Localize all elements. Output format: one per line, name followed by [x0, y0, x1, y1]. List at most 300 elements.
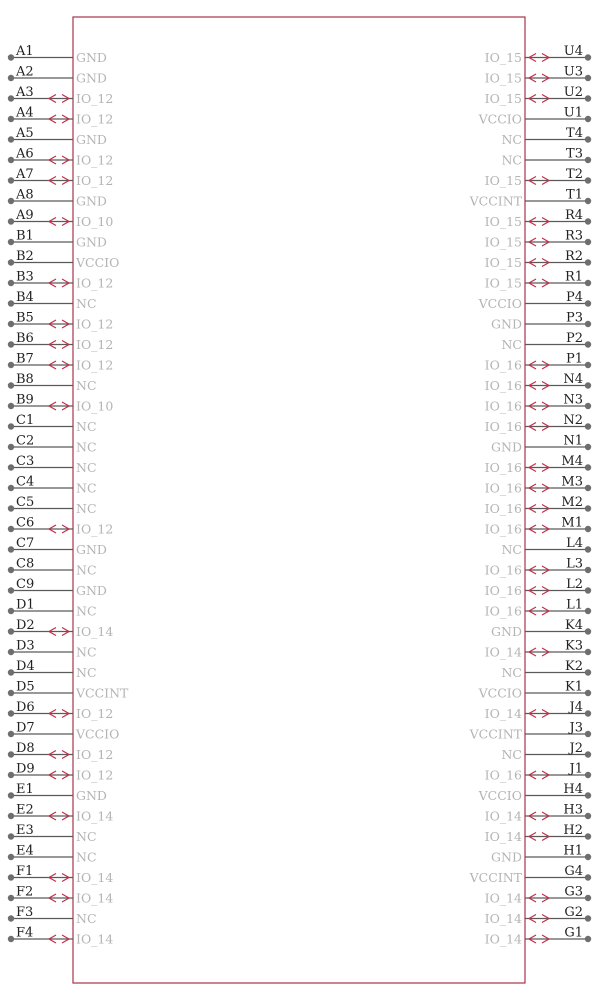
pin-T4-name: NC: [501, 132, 522, 147]
pin-A9-terminal: [8, 218, 14, 224]
pin-B1: [8, 229, 107, 250]
pin-P2-terminal: [585, 341, 591, 347]
pin-K2-terminal: [585, 669, 591, 675]
pin-J4-name: IO_14: [484, 706, 522, 721]
pin-C8-number: C8: [16, 556, 35, 572]
pin-N1: [491, 434, 591, 455]
pin-D3-number: D3: [16, 638, 35, 654]
pin-F3-number: F3: [16, 905, 34, 920]
ic-body-outline: [73, 17, 525, 983]
pin-T4-number: T4: [566, 126, 583, 141]
pin-C8: [8, 557, 97, 578]
pin-F3-terminal: [8, 915, 14, 921]
pin-N4-number: N4: [563, 372, 583, 387]
pin-F2-terminal: [8, 895, 14, 901]
pin-B1-name: GND: [76, 234, 107, 250]
pin-M2-terminal: [585, 505, 591, 511]
pin-G1-name: IO_14: [484, 931, 522, 947]
pin-M2-name: IO_16: [484, 501, 522, 516]
pin-B2: [8, 249, 120, 270]
pin-D8-name: IO_12: [76, 747, 114, 762]
pin-H3-number: H3: [563, 802, 583, 818]
pin-D4-name: NC: [76, 665, 97, 680]
pin-K4-terminal: [585, 628, 591, 634]
pin-D7-name: VCCIO: [76, 726, 120, 742]
pin-L1: [485, 598, 592, 619]
pin-D3-terminal: [8, 649, 14, 655]
pin-C3: [8, 454, 97, 475]
pin-G3-terminal: [585, 895, 591, 901]
pin-G2-terminal: [585, 915, 591, 921]
pin-D4-number: D4: [16, 659, 35, 674]
pin-M1-number: M1: [561, 515, 583, 531]
pin-U2-name: IO_15: [484, 91, 522, 106]
pin-E4: [8, 844, 97, 865]
pin-D1-terminal: [8, 608, 14, 614]
pin-L2-terminal: [585, 587, 591, 593]
pin-B5: [8, 311, 114, 332]
pin-D5: [8, 680, 129, 701]
pin-P1-number: P1: [565, 351, 583, 367]
pin-A6-number: A6: [16, 146, 34, 162]
pin-C4-name: NC: [76, 480, 97, 496]
pin-K1: [478, 680, 592, 701]
pin-C2-number: C2: [16, 433, 35, 449]
pin-N4-name: IO_16: [484, 378, 522, 393]
pin-F3: [8, 905, 97, 926]
pin-C9-terminal: [8, 587, 14, 593]
pin-B9-name: IO_10: [76, 398, 114, 414]
pin-J4: [485, 700, 592, 721]
pin-U1-terminal: [585, 116, 591, 122]
pin-U4: [485, 44, 592, 65]
pin-A9: [8, 208, 114, 229]
pin-H1-number: H1: [563, 843, 583, 859]
pin-C8-terminal: [8, 567, 14, 573]
pin-B2-number: B2: [16, 249, 34, 264]
pin-B8-number: B8: [16, 372, 34, 387]
pin-D6: [8, 700, 114, 721]
pin-T3-name: NC: [501, 152, 522, 168]
pin-L2-name: IO_16: [484, 583, 522, 598]
pin-N3-name: IO_16: [484, 398, 522, 414]
pin-T2: [485, 167, 592, 188]
pin-L2: [485, 577, 592, 598]
pin-G2-number: G2: [564, 905, 583, 920]
pin-L4-terminal: [585, 546, 591, 552]
pin-M4-number: M4: [561, 454, 583, 469]
pin-M1: [485, 516, 592, 537]
pin-H2: [485, 823, 592, 844]
pin-T3-terminal: [585, 157, 591, 163]
pin-C3-name: NC: [76, 460, 97, 475]
pin-T1: [469, 188, 592, 209]
pin-M2: [485, 495, 592, 516]
pin-C9: [8, 577, 107, 598]
pin-A6: [8, 147, 114, 168]
pin-B8-name: NC: [76, 378, 97, 393]
pin-A8-terminal: [8, 198, 14, 204]
pin-B1-number: B1: [16, 228, 34, 244]
pin-C5-name: NC: [76, 501, 97, 516]
pin-A2: [8, 65, 107, 86]
pin-F4: [8, 926, 114, 947]
pin-G1-terminal: [585, 936, 591, 942]
pin-D9-terminal: [8, 772, 14, 778]
pin-B7-terminal: [8, 362, 14, 368]
pin-M4-name: IO_16: [484, 460, 522, 475]
pin-M4-terminal: [585, 464, 591, 470]
pin-T3-number: T3: [566, 146, 583, 162]
pin-D3-name: NC: [76, 644, 97, 660]
pin-D8-number: D8: [16, 741, 35, 756]
pin-J2-terminal: [585, 751, 591, 757]
pin-A2-name: GND: [76, 70, 107, 86]
pin-B6-name: IO_12: [76, 337, 114, 352]
pin-M3: [485, 475, 592, 496]
pin-C7-name: GND: [76, 542, 107, 557]
pin-J3: [469, 721, 592, 742]
pin-F2-name: IO_14: [76, 890, 114, 906]
pin-D9-name: IO_12: [76, 767, 114, 783]
pin-H4-terminal: [585, 792, 591, 798]
pin-G2: [485, 905, 592, 926]
pin-A7-name: IO_12: [76, 173, 114, 188]
pin-H2-number: H2: [563, 823, 583, 838]
pin-U2-terminal: [585, 95, 591, 101]
pin-P1-name: IO_16: [484, 357, 522, 373]
pin-H2-name: IO_14: [484, 829, 522, 844]
pin-H1-terminal: [585, 854, 591, 860]
pin-D9: [8, 762, 114, 783]
pin-D9-number: D9: [16, 761, 35, 777]
pin-J1-name: IO_16: [484, 767, 522, 783]
pin-M4: [485, 454, 592, 475]
pin-P3: [491, 311, 591, 332]
pin-G4-terminal: [585, 874, 591, 880]
pin-B7: [8, 352, 114, 373]
pin-F4-number: F4: [16, 925, 34, 941]
pin-N4-terminal: [585, 382, 591, 388]
pin-B3: [8, 270, 114, 291]
pin-A6-name: IO_12: [76, 152, 114, 168]
pin-E2: [8, 803, 114, 824]
pin-F1-terminal: [8, 874, 14, 880]
pin-A3: [8, 85, 114, 106]
pin-U2-number: U2: [563, 85, 583, 100]
pin-G4: [469, 864, 592, 885]
pin-N2-number: N2: [563, 413, 583, 428]
pin-C6-number: C6: [16, 515, 35, 531]
pin-R1-name: IO_15: [484, 275, 522, 291]
pin-N1-terminal: [585, 444, 591, 450]
pin-C7-number: C7: [16, 536, 35, 551]
pin-R3-name: IO_15: [484, 234, 522, 250]
pin-C2-name: NC: [76, 439, 97, 455]
pin-R1: [485, 270, 592, 291]
pin-N2-terminal: [585, 423, 591, 429]
pin-D7-terminal: [8, 731, 14, 737]
pin-D1-name: NC: [76, 603, 97, 619]
pin-C5-number: C5: [16, 495, 35, 510]
pin-U3-number: U3: [563, 64, 583, 80]
pin-F1: [8, 864, 114, 885]
pin-U4-name: IO_15: [484, 50, 522, 65]
pin-P4-terminal: [585, 300, 591, 306]
pin-B8: [8, 372, 97, 393]
pin-G3: [485, 885, 592, 906]
pin-D7: [8, 721, 120, 742]
pin-P3-number: P3: [565, 310, 583, 326]
pin-C4-number: C4: [16, 474, 35, 490]
pin-L4-name: NC: [501, 542, 522, 557]
pin-E3: [8, 823, 97, 844]
pin-P3-name: GND: [491, 316, 522, 332]
pin-J2-number: J2: [569, 741, 583, 756]
pin-A8: [8, 188, 107, 209]
pin-E3-terminal: [8, 833, 14, 839]
pin-K2-number: K2: [565, 659, 583, 674]
pin-N1-name: GND: [491, 439, 522, 455]
pin-L2-number: L2: [566, 577, 583, 592]
pin-T2-number: T2: [566, 167, 583, 182]
pin-M3-number: M3: [561, 474, 583, 490]
pin-C3-terminal: [8, 464, 14, 470]
pin-G3-number: G3: [564, 884, 583, 900]
pin-E1-terminal: [8, 792, 14, 798]
pin-U3-name: IO_15: [484, 70, 522, 86]
pin-D2-name: IO_14: [76, 624, 114, 639]
pin-J3-number: J3: [569, 720, 583, 736]
pin-C1: [8, 413, 97, 434]
pin-B4-number: B4: [16, 290, 34, 305]
pin-D1-number: D1: [16, 597, 35, 613]
pin-D5-terminal: [8, 690, 14, 696]
pin-G2-name: IO_14: [484, 911, 522, 926]
pin-K4-name: GND: [491, 624, 522, 639]
pin-P2-name: NC: [501, 337, 522, 352]
pin-B9-terminal: [8, 403, 14, 409]
pin-C6-terminal: [8, 526, 14, 532]
pin-B4-name: NC: [76, 296, 97, 311]
pin-H4-name: VCCIO: [478, 788, 522, 803]
pin-R3-number: R3: [564, 228, 583, 244]
pin-T4: [501, 126, 591, 147]
pin-T2-name: IO_15: [484, 173, 522, 188]
pin-A7-number: A7: [16, 167, 34, 182]
pin-A4-number: A4: [16, 105, 34, 121]
pin-U2: [485, 85, 592, 106]
pin-T2-terminal: [585, 177, 591, 183]
pin-A1-name: GND: [76, 50, 107, 65]
pin-K2-name: NC: [501, 665, 522, 680]
pin-C1-name: NC: [76, 419, 97, 434]
pin-J1-terminal: [585, 772, 591, 778]
pin-J4-number: J4: [569, 700, 583, 715]
pin-D4: [8, 659, 97, 680]
pin-A7-terminal: [8, 177, 14, 183]
pin-A2-terminal: [8, 75, 14, 81]
pin-R3: [485, 229, 592, 250]
pin-N3-terminal: [585, 403, 591, 409]
pin-R1-number: R1: [564, 269, 583, 285]
pin-H4-number: H4: [563, 782, 583, 797]
pin-G1: [485, 926, 592, 947]
pin-C4: [8, 475, 97, 496]
pin-R2-name: IO_15: [484, 255, 522, 270]
pin-C9-number: C9: [16, 577, 35, 592]
pin-N3-number: N3: [563, 392, 583, 408]
pin-T1-name: VCCINT: [469, 193, 522, 209]
pin-A8-name: GND: [76, 193, 107, 209]
pin-B5-name: IO_12: [76, 316, 114, 332]
pin-K4: [491, 618, 591, 639]
pin-J3-terminal: [585, 731, 591, 737]
pin-U1-name: VCCIO: [478, 111, 522, 127]
pin-A4-terminal: [8, 116, 14, 122]
pin-F4-name: IO_14: [76, 931, 114, 947]
pin-F2-number: F2: [16, 884, 34, 900]
pin-D1: [8, 598, 97, 619]
pin-P4-number: P4: [565, 290, 583, 305]
pin-E4-terminal: [8, 854, 14, 860]
pin-C5: [8, 495, 97, 516]
pin-B7-name: IO_12: [76, 357, 114, 373]
pin-G1-number: G1: [564, 925, 583, 941]
pin-B3-number: B3: [16, 269, 34, 285]
pin-N3: [485, 393, 592, 414]
pin-H3-name: IO_14: [484, 808, 522, 824]
pin-R4-name: IO_15: [484, 214, 522, 229]
pin-K4-number: K4: [565, 618, 583, 633]
pin-B6: [8, 331, 114, 352]
pin-P4: [478, 290, 592, 311]
pin-C6: [8, 516, 114, 537]
pin-E2-number: E2: [16, 802, 34, 818]
pin-K1-name: VCCIO: [478, 685, 522, 701]
pin-E1-name: GND: [76, 788, 107, 803]
pin-A9-name: IO_10: [76, 214, 114, 229]
pin-C6-name: IO_12: [76, 521, 114, 537]
pin-A4: [8, 106, 114, 127]
pin-A9-number: A9: [16, 208, 34, 223]
pin-D6-name: IO_12: [76, 706, 114, 721]
left-pin-column: [8, 44, 129, 947]
pin-J4-terminal: [585, 710, 591, 716]
pin-A5: [8, 126, 107, 147]
pin-A5-name: GND: [76, 132, 107, 147]
pin-D2-terminal: [8, 628, 14, 634]
pin-K1-number: K1: [565, 679, 583, 695]
pin-R2-terminal: [585, 259, 591, 265]
pin-A1: [8, 44, 107, 65]
pin-G3-name: IO_14: [484, 890, 522, 906]
pin-J1-number: J1: [569, 761, 583, 777]
pin-H3-terminal: [585, 813, 591, 819]
pin-R1-terminal: [585, 280, 591, 286]
pin-M2-number: M2: [561, 495, 583, 510]
pin-L4-number: L4: [566, 536, 583, 551]
pin-F4-terminal: [8, 936, 14, 942]
pin-P1-terminal: [585, 362, 591, 368]
pin-L3: [485, 557, 592, 578]
pin-L4: [501, 536, 591, 557]
pin-B4-terminal: [8, 300, 14, 306]
pin-A5-number: A5: [16, 126, 34, 141]
pin-B3-terminal: [8, 280, 14, 286]
pin-R4-terminal: [585, 218, 591, 224]
pin-D6-number: D6: [16, 700, 35, 715]
pin-P4-name: VCCIO: [478, 296, 522, 311]
pin-L3-terminal: [585, 567, 591, 573]
pin-C9-name: GND: [76, 583, 107, 598]
pin-K3-number: K3: [565, 638, 583, 654]
pin-A3-name: IO_12: [76, 91, 114, 106]
pin-R2: [485, 249, 592, 270]
pin-B9: [8, 393, 114, 414]
pin-A3-terminal: [8, 95, 14, 101]
pin-A4-name: IO_12: [76, 111, 114, 127]
pin-L3-name: IO_16: [484, 562, 522, 578]
pin-D2: [8, 618, 114, 639]
pin-D2-number: D2: [16, 618, 35, 633]
pin-N2-name: IO_16: [484, 419, 522, 434]
pin-E4-number: E4: [16, 843, 34, 859]
pin-E4-name: NC: [76, 849, 97, 865]
pin-D6-terminal: [8, 710, 14, 716]
pin-B6-number: B6: [16, 331, 34, 346]
pin-A6-terminal: [8, 157, 14, 163]
pin-J1: [485, 762, 592, 783]
pin-D4-terminal: [8, 669, 14, 675]
pin-B5-terminal: [8, 321, 14, 327]
pin-T1-number: T1: [566, 187, 583, 203]
pin-N4: [485, 372, 592, 393]
pin-D3: [8, 639, 97, 660]
pin-T3: [501, 147, 591, 168]
pin-B8-terminal: [8, 382, 14, 388]
pin-P1: [485, 352, 592, 373]
pin-D8-terminal: [8, 751, 14, 757]
pin-K1-terminal: [585, 690, 591, 696]
pin-E2-name: IO_14: [76, 808, 114, 824]
pin-F2: [8, 885, 114, 906]
pin-L1-name: IO_16: [484, 603, 522, 619]
pin-B9-number: B9: [16, 392, 34, 408]
pin-R3-terminal: [585, 239, 591, 245]
pin-C1-terminal: [8, 423, 14, 429]
pin-A1-number: A1: [16, 44, 34, 59]
pin-C4-terminal: [8, 485, 14, 491]
pin-K3: [485, 639, 592, 660]
pin-B4: [8, 290, 97, 311]
pin-L3-number: L3: [566, 556, 583, 572]
pin-C8-name: NC: [76, 562, 97, 578]
pin-B5-number: B5: [16, 310, 34, 326]
pin-J3-name: VCCINT: [469, 726, 522, 742]
pin-C7: [8, 536, 107, 557]
pin-D5-number: D5: [16, 679, 35, 695]
pin-P2: [501, 331, 591, 352]
pin-G4-name: VCCINT: [469, 870, 522, 885]
pin-H1: [491, 844, 591, 865]
pin-H2-terminal: [585, 833, 591, 839]
pin-M3-name: IO_16: [484, 480, 522, 496]
pin-T1-terminal: [585, 198, 591, 204]
pin-D5-name: VCCINT: [76, 685, 129, 701]
pin-R4-number: R4: [564, 208, 583, 223]
pin-E3-number: E3: [16, 823, 34, 838]
